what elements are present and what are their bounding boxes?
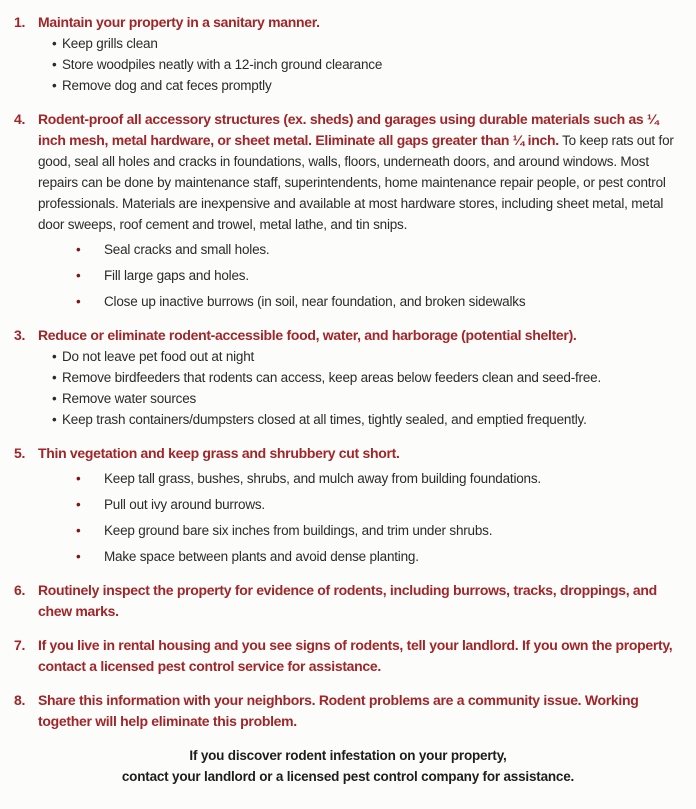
bullet-item: • Pull out ivy around burrows. xyxy=(38,494,682,515)
list-section xyxy=(14,580,682,622)
section-number: 6. xyxy=(14,582,26,598)
section-number: 8. xyxy=(14,692,26,708)
section-paragraph xyxy=(38,325,682,346)
footer xyxy=(14,745,682,787)
bullet-item: • Close up inactive burrows (in soil, near foundation, and broken sidewalks xyxy=(38,291,682,312)
section-number: 7. xyxy=(14,637,26,653)
bullet-list xyxy=(38,33,682,96)
bullet-item: • Store woodpiles neatly with a 12-inch ground clearance xyxy=(38,54,682,75)
section-number: 5. xyxy=(14,445,26,461)
section-paragraph xyxy=(38,12,682,33)
bullet-item: • Keep tall grass, bushes, shrubs, and mulch away from building foundations. xyxy=(38,468,682,489)
section-heading: Reduce or eliminate rodent-accessible food, water, and harborage (potential shelter). xyxy=(38,327,577,343)
section-heading: Rodent-proof all accessory structures (ex. sheds) and garages using durable materials such as ¼ inch mesh, metal hardware, or sheet metal. Eliminate all gaps greater than ¼ inch. xyxy=(38,111,659,148)
bullet-item: • Make space between plants and avoid dense planting. xyxy=(38,546,682,567)
list-section xyxy=(14,325,682,430)
list-section xyxy=(14,443,682,567)
section-number: 4. xyxy=(14,111,26,127)
footer-line: contact your landlord or a licensed pest control company for assistance. xyxy=(121,769,575,784)
bullet-item: • Remove birdfeeders that rodents can access, keep areas below feeders clean and seed-free. xyxy=(38,367,682,388)
bullet-item: • Do not leave pet food out at night xyxy=(38,346,682,367)
bullet-item: • Keep grills clean xyxy=(38,33,682,54)
bullet-item: • Remove dog and cat feces promptly xyxy=(38,75,682,96)
list-section xyxy=(14,12,682,96)
section-heading: Share this information with your neighbors. Rodent problems are a community issue. Working together will help eliminate this problem. xyxy=(38,692,639,729)
section-number: 1. xyxy=(14,14,26,30)
bullet-item: • Keep trash containers/dumpsters closed at all times, tightly sealed, and emptied frequently. xyxy=(38,409,682,430)
bullet-list xyxy=(38,239,682,312)
list-section xyxy=(14,635,682,677)
list-section xyxy=(14,690,682,732)
bullet-item: • Keep ground bare six inches from buildings, and trim under shrubs. xyxy=(38,520,682,541)
footer-line: If you discover rodent infestation on your property, xyxy=(189,748,507,763)
sections-container xyxy=(14,12,682,732)
bullet-item: • Seal cracks and small holes. xyxy=(38,239,682,260)
section-paragraph xyxy=(38,580,682,622)
section-heading: Thin vegetation and keep grass and shrubbery cut short. xyxy=(38,445,400,461)
bullet-list xyxy=(38,346,682,430)
section-heading: Routinely inspect the property for evidence of rodents, including burrows, tracks, droppings, and chew marks. xyxy=(38,582,657,619)
section-paragraph xyxy=(38,690,682,732)
section-body: To keep rats out for good, seal all holes and cracks in foundations, walls, floors, underneath doors, and around windows. Most repairs can be done by maintenance staff, superintendents, home maintenance repair people, or pest control professionals. Materials are inexpensive and available at most hardware stores, including sheet metal, metal door sweeps, roof cement and trowel, metal lathe, and tin snips. xyxy=(38,133,674,232)
section-paragraph xyxy=(38,443,682,464)
list-section xyxy=(14,109,682,312)
bullet-item: • Fill large gaps and holes. xyxy=(38,265,682,286)
section-paragraph xyxy=(38,635,682,677)
bullet-list xyxy=(38,468,682,567)
section-number: 3. xyxy=(14,327,26,343)
section-heading: If you live in rental housing and you see signs of rodents, tell your landlord. If you own the property, contact a licensed pest control service for assistance. xyxy=(38,637,673,674)
section-paragraph xyxy=(38,109,682,235)
section-heading: Maintain your property in a sanitary manner. xyxy=(38,14,320,30)
bullet-item: • Remove water sources xyxy=(38,388,682,409)
